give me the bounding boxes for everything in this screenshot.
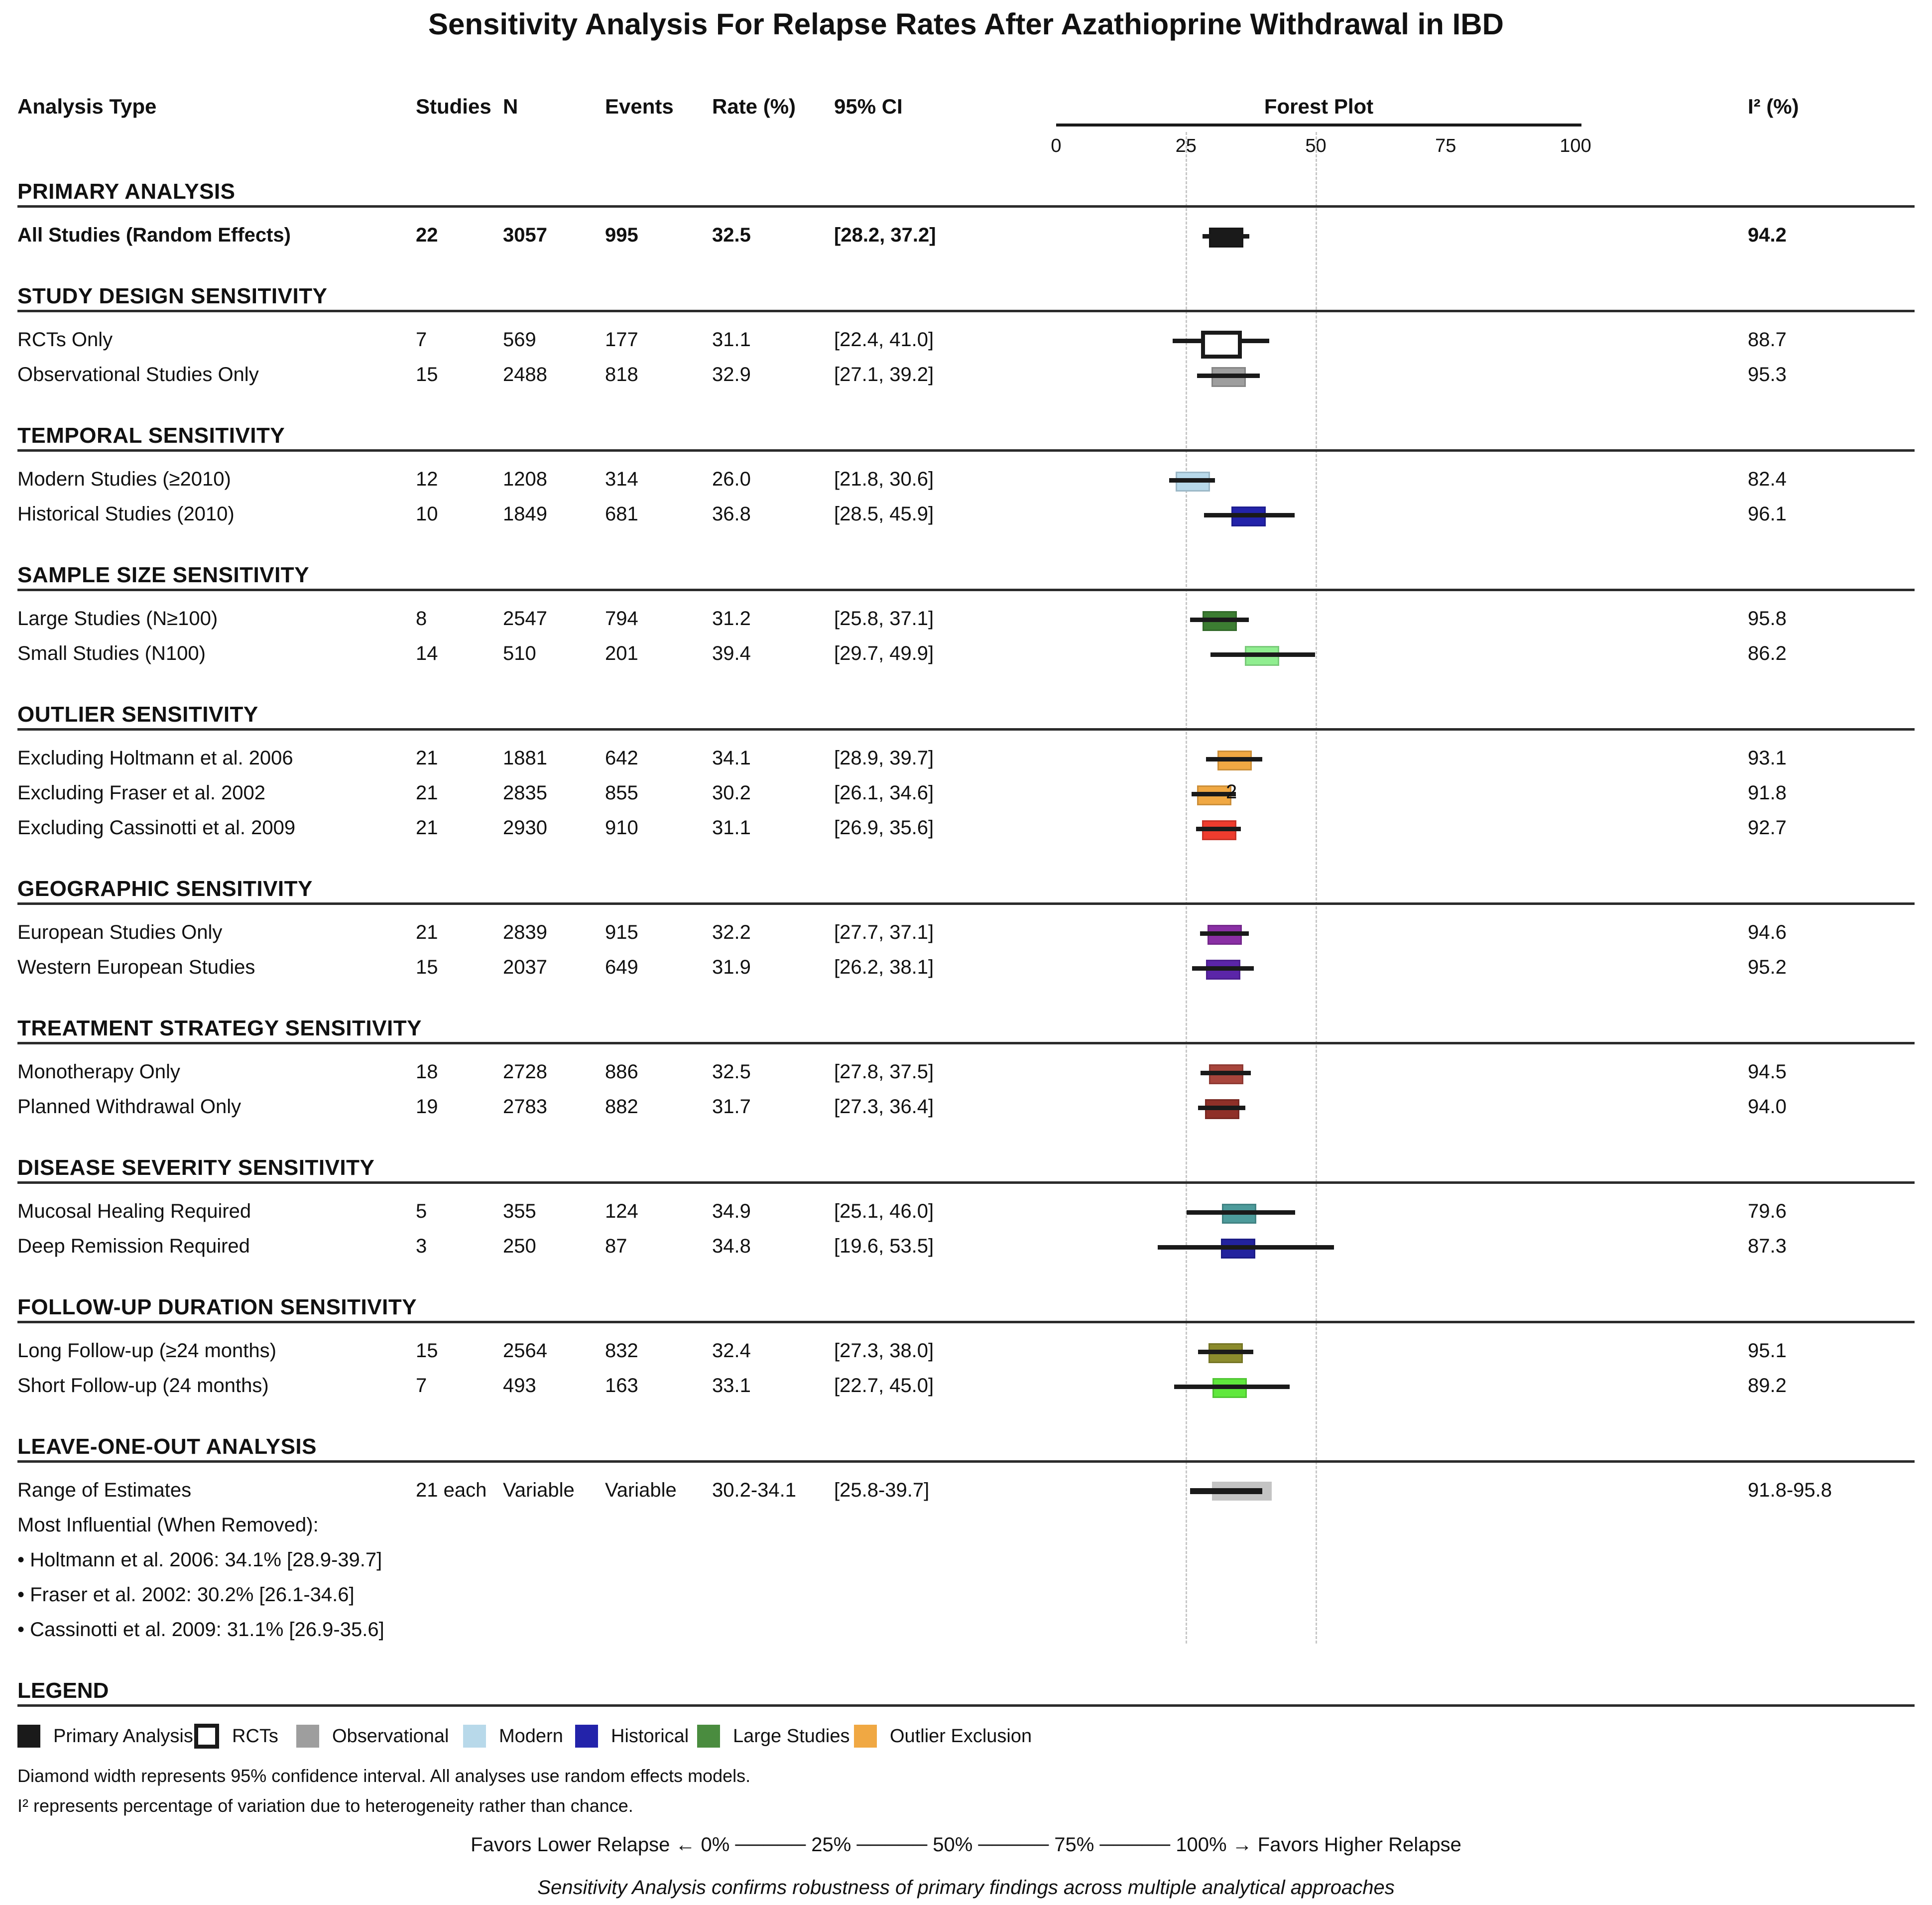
cell-studies: 15 — [416, 1340, 438, 1362]
legend-rule — [17, 1704, 1915, 1707]
column-header-n: N — [503, 95, 518, 118]
cell-i2: 95.8 — [1748, 608, 1787, 630]
cell-i2: 92.7 — [1748, 817, 1787, 839]
detail-line: • Holtmann et al. 2006: 34.1% [28.9-39.7] — [17, 1549, 382, 1571]
cell-ci: [28.9, 39.7] — [834, 747, 934, 769]
cell-events: Variable — [605, 1479, 677, 1501]
cell-n: 250 — [503, 1235, 536, 1257]
cell-ci: [27.3, 38.0] — [834, 1340, 934, 1362]
row-label: Excluding Fraser et al. 2002 — [17, 782, 266, 804]
cell-events: 794 — [605, 608, 638, 630]
cell-ci: [27.3, 36.4] — [834, 1096, 934, 1118]
forest-ci-whisker — [1192, 966, 1254, 971]
column-header-ci: 95% CI — [834, 95, 903, 118]
cell-events: 915 — [605, 921, 638, 943]
forest-ci-whisker — [1198, 1350, 1254, 1354]
forest-ci-whisker — [1169, 478, 1215, 483]
cell-studies: 8 — [416, 608, 427, 630]
cell-events: 855 — [605, 782, 638, 804]
cell-i2: 94.2 — [1748, 224, 1787, 246]
legend-item — [17, 1723, 193, 1749]
column-header-i2: I² (%) — [1748, 95, 1799, 118]
cell-studies: 19 — [416, 1096, 438, 1118]
cell-rate: 32.4 — [712, 1340, 751, 1362]
cell-ci: [25.8-39.7] — [834, 1479, 930, 1501]
cell-n: 2488 — [503, 364, 547, 385]
cell-n: 355 — [503, 1200, 536, 1222]
cell-events: 87 — [605, 1235, 627, 1257]
cell-rate: 32.5 — [712, 224, 751, 246]
cell-events: 642 — [605, 747, 638, 769]
axis-tick-label: 0 — [1051, 135, 1062, 156]
cell-ci: [28.2, 37.2] — [834, 224, 936, 246]
cell-rate: 39.4 — [712, 642, 751, 664]
forest-ci-whisker — [1206, 757, 1262, 762]
legend-swatch — [17, 1725, 40, 1748]
cell-studies: 15 — [416, 956, 438, 978]
cell-i2: 91.8-95.8 — [1748, 1479, 1832, 1501]
legend-item — [854, 1723, 1032, 1749]
section-rule — [17, 902, 1915, 905]
legend-swatch — [697, 1725, 720, 1748]
section-header: DISEASE SEVERITY SENSITIVITY — [17, 1155, 375, 1180]
section-header: FOLLOW-UP DURATION SENSITIVITY — [17, 1295, 417, 1319]
cell-rate: 32.2 — [712, 921, 751, 943]
row-label: Mucosal Healing Required — [17, 1200, 251, 1222]
legend-swatch — [575, 1725, 598, 1748]
cell-ci: [27.7, 37.1] — [834, 921, 934, 943]
cell-n: 493 — [503, 1375, 536, 1397]
cell-studies: 18 — [416, 1061, 438, 1083]
cell-events: 886 — [605, 1061, 638, 1083]
cell-n: 2835 — [503, 782, 547, 804]
cell-events: 681 — [605, 503, 638, 525]
cell-studies: 12 — [416, 468, 438, 490]
section-rule — [17, 728, 1915, 731]
cell-rate: 30.2-34.1 — [712, 1479, 797, 1501]
legend-item — [296, 1723, 449, 1749]
cell-n: 2783 — [503, 1096, 547, 1118]
axis-tick-label: 75 — [1435, 135, 1456, 156]
axis-tick-label: 50 — [1305, 135, 1327, 156]
row-label: Small Studies (N100) — [17, 642, 206, 664]
row-label: All Studies (Random Effects) — [17, 224, 291, 246]
legend-item — [463, 1723, 563, 1749]
row-label: Historical Studies (2010) — [17, 503, 235, 525]
column-header-studies: Studies — [416, 95, 491, 118]
cell-ci: [29.7, 49.9] — [834, 642, 934, 664]
row-label: Excluding Cassinotti et al. 2009 — [17, 817, 296, 839]
cell-ci: [26.1, 34.6] — [834, 782, 934, 804]
cell-ci: [28.5, 45.9] — [834, 503, 934, 525]
row-label: Short Follow-up (24 months) — [17, 1375, 269, 1397]
section-header: SAMPLE SIZE SENSITIVITY — [17, 563, 310, 587]
cell-ci: [26.9, 35.6] — [834, 817, 934, 839]
forest-ci-whisker — [1187, 1210, 1295, 1215]
cell-studies: 10 — [416, 503, 438, 525]
cell-n: 2037 — [503, 956, 547, 978]
cell-i2: 93.1 — [1748, 747, 1787, 769]
legend-label: Observational — [332, 1725, 449, 1747]
cell-n: 2930 — [503, 817, 547, 839]
legend-swatch — [194, 1724, 219, 1749]
forest-ci-whisker — [1196, 827, 1241, 831]
cell-rate: 34.1 — [712, 747, 751, 769]
cell-studies: 21 each — [416, 1479, 487, 1501]
row-label: Range of Estimates — [17, 1479, 192, 1501]
row-label: Deep Remission Required — [17, 1235, 250, 1257]
row-label: Large Studies (N≥100) — [17, 608, 218, 630]
cell-events: 124 — [605, 1200, 638, 1222]
legend-swatch — [463, 1725, 486, 1748]
cell-rate: 31.1 — [712, 817, 751, 839]
cell-ci: [21.8, 30.6] — [834, 468, 934, 490]
section-header: GEOGRAPHIC SENSITIVITY — [17, 877, 313, 901]
section-header: STUDY DESIGN SENSITIVITY — [17, 284, 328, 308]
forest-ci-whisker — [1158, 1245, 1334, 1250]
cell-ci: [27.1, 39.2] — [834, 364, 934, 385]
cell-studies: 7 — [416, 329, 427, 351]
row-label: RCTs Only — [17, 329, 113, 351]
cell-n: 1881 — [503, 747, 547, 769]
forest-point-box — [1201, 331, 1242, 359]
page-title: Sensitivity Analysis For Relapse Rates After Azathioprine Withdrawal in IBD — [428, 7, 1504, 41]
cell-ci: [27.8, 37.5] — [834, 1061, 934, 1083]
cell-studies: 21 — [416, 921, 438, 943]
cell-n: 2547 — [503, 608, 547, 630]
cell-n: 1208 — [503, 468, 547, 490]
cell-studies: 14 — [416, 642, 438, 664]
legend-item — [194, 1723, 278, 1749]
cell-rate: 26.0 — [712, 468, 751, 490]
cell-rate: 31.7 — [712, 1096, 751, 1118]
forest-ci-whisker — [1174, 1385, 1290, 1389]
section-rule — [17, 589, 1915, 591]
forest-ci-whisker — [1201, 1071, 1251, 1075]
cell-i2: 95.2 — [1748, 956, 1787, 978]
section-rule — [17, 205, 1915, 208]
row-label: European Studies Only — [17, 921, 223, 943]
section-rule — [17, 1321, 1915, 1323]
cell-n: Variable — [503, 1479, 575, 1501]
cell-studies: 15 — [416, 364, 438, 385]
cell-studies: 21 — [416, 782, 438, 804]
section-rule — [17, 1181, 1915, 1184]
cell-i2: 87.3 — [1748, 1235, 1787, 1257]
section-header: PRIMARY ANALYSIS — [17, 179, 236, 204]
footnote: Diamond width represents 95% confidence interval. All analyses use random effects models. — [17, 1766, 751, 1786]
section-header: TEMPORAL SENSITIVITY — [17, 423, 285, 448]
legend-swatch — [854, 1725, 877, 1748]
row-label: Planned Withdrawal Only — [17, 1096, 242, 1118]
cell-i2: 94.0 — [1748, 1096, 1787, 1118]
cell-n: 2564 — [503, 1340, 547, 1362]
section-header: OUTLIER SENSITIVITY — [17, 702, 258, 727]
cell-events: 910 — [605, 817, 638, 839]
cell-rate: 31.9 — [712, 956, 751, 978]
forest-ci-whisker — [1197, 374, 1260, 378]
forest-ci-whisker — [1210, 652, 1316, 657]
cell-events: 818 — [605, 364, 638, 385]
cell-i2: 96.1 — [1748, 503, 1787, 525]
cell-n: 569 — [503, 329, 536, 351]
column-header-events: Events — [605, 95, 674, 118]
cell-events: 995 — [605, 224, 638, 246]
legend-label: Modern — [499, 1725, 563, 1747]
cell-i2: 82.4 — [1748, 468, 1787, 490]
legend-label: Historical — [611, 1725, 689, 1747]
cell-i2: 95.3 — [1748, 364, 1787, 385]
cell-i2: 86.2 — [1748, 642, 1787, 664]
forest-axis-line — [1056, 124, 1581, 127]
forest-ci-whisker — [1198, 1106, 1245, 1110]
cell-rate: 34.9 — [712, 1200, 751, 1222]
cell-i2: 91.8 — [1748, 782, 1787, 804]
cell-i2: 89.2 — [1748, 1375, 1787, 1397]
forest-ci-whisker — [1190, 1488, 1262, 1494]
section-rule — [17, 449, 1915, 452]
cell-rate: 31.2 — [712, 608, 751, 630]
cell-events: 649 — [605, 956, 638, 978]
cell-i2: 94.5 — [1748, 1061, 1787, 1083]
legend-label: Outlier Exclusion — [890, 1725, 1032, 1747]
legend-title: LEGEND — [17, 1678, 109, 1703]
cell-events: 163 — [605, 1375, 638, 1397]
row-label: Western European Studies — [17, 956, 255, 978]
detail-line: • Fraser et al. 2002: 30.2% [26.1-34.6] — [17, 1584, 355, 1606]
cell-ci: [22.4, 41.0] — [834, 329, 934, 351]
cell-i2: 79.6 — [1748, 1200, 1787, 1222]
section-header: LEAVE-ONE-OUT ANALYSIS — [17, 1434, 317, 1459]
cell-rate: 34.8 — [712, 1235, 751, 1257]
cell-ci: [19.6, 53.5] — [834, 1235, 934, 1257]
forest-ci-whisker — [1200, 931, 1249, 936]
forest-ci-whisker — [1203, 234, 1249, 239]
cell-i2: 88.7 — [1748, 329, 1787, 351]
axis-gridline — [1186, 132, 1187, 1644]
section-rule — [17, 1042, 1915, 1044]
axis-direction-annotation: Favors Lower Relapse ← 0% ───── 25% ───── 50% ───── 75% ───── 100% → Favors Higher Relapse — [471, 1834, 1461, 1856]
cell-n: 510 — [503, 642, 536, 664]
row-label: Excluding Holtmann et al. 2006 — [17, 747, 293, 769]
cell-n: 3057 — [503, 224, 547, 246]
detail-line: Most Influential (When Removed): — [17, 1514, 319, 1536]
cell-n: 1849 — [503, 503, 547, 525]
cell-studies: 21 — [416, 817, 438, 839]
row-label: Monotherapy Only — [17, 1061, 180, 1083]
row-label: Observational Studies Only — [17, 364, 259, 385]
axis-tick-label: 25 — [1175, 135, 1197, 156]
forest-ci-whisker — [1204, 513, 1294, 517]
legend-swatch — [296, 1725, 319, 1748]
cell-ci: [22.7, 45.0] — [834, 1375, 934, 1397]
cell-studies: 22 — [416, 224, 438, 246]
cell-events: 177 — [605, 329, 638, 351]
footnote: I² represents percentage of variation due to heterogeneity rather than chance. — [17, 1795, 633, 1816]
cell-ci: [26.2, 38.1] — [834, 956, 934, 978]
cell-rate: 30.2 — [712, 782, 751, 804]
footer-note: Sensitivity Analysis confirms robustness of primary findings across multiple analytical approaches — [537, 1877, 1395, 1899]
cell-events: 832 — [605, 1340, 638, 1362]
cell-rate: 32.5 — [712, 1061, 751, 1083]
cell-rate: 36.8 — [712, 503, 751, 525]
detail-line: • Cassinotti et al. 2009: 31.1% [26.9-35.6] — [17, 1619, 384, 1641]
cell-events: 201 — [605, 642, 638, 664]
forest-ci-whisker — [1190, 618, 1249, 622]
cell-ci: [25.1, 46.0] — [834, 1200, 934, 1222]
section-rule — [17, 310, 1915, 312]
row-label: Long Follow-up (≥24 months) — [17, 1340, 276, 1362]
cell-ci: [25.8, 37.1] — [834, 608, 934, 630]
legend-label: Primary Analysis — [53, 1725, 193, 1747]
cell-events: 314 — [605, 468, 638, 490]
axis-gridline — [1316, 132, 1317, 1644]
legend-label: RCTs — [232, 1725, 278, 1747]
row-label: Modern Studies (≥2010) — [17, 468, 231, 490]
cell-i2: 94.6 — [1748, 921, 1787, 943]
cell-studies: 21 — [416, 747, 438, 769]
cell-n: 2728 — [503, 1061, 547, 1083]
cell-studies: 3 — [416, 1235, 427, 1257]
legend-item — [697, 1723, 850, 1749]
column-header-analysis-type: Analysis Type — [17, 95, 157, 118]
column-header-forest-plot: Forest Plot — [1264, 95, 1374, 118]
section-header: TREATMENT STRATEGY SENSITIVITY — [17, 1016, 422, 1040]
cell-n: 2839 — [503, 921, 547, 943]
cell-rate: 31.1 — [712, 329, 751, 351]
legend-item — [575, 1723, 689, 1749]
section-rule — [17, 1460, 1915, 1463]
cell-events: 882 — [605, 1096, 638, 1118]
cell-studies: 5 — [416, 1200, 427, 1222]
axis-tick-label: 100 — [1560, 135, 1591, 156]
marker-annotation: 2 — [1225, 781, 1237, 803]
cell-rate: 32.9 — [712, 364, 751, 385]
legend-label: Large Studies — [733, 1725, 850, 1747]
column-header-rate: Rate (%) — [712, 95, 796, 118]
cell-i2: 95.1 — [1748, 1340, 1787, 1362]
cell-studies: 7 — [416, 1375, 427, 1397]
cell-rate: 33.1 — [712, 1375, 751, 1397]
